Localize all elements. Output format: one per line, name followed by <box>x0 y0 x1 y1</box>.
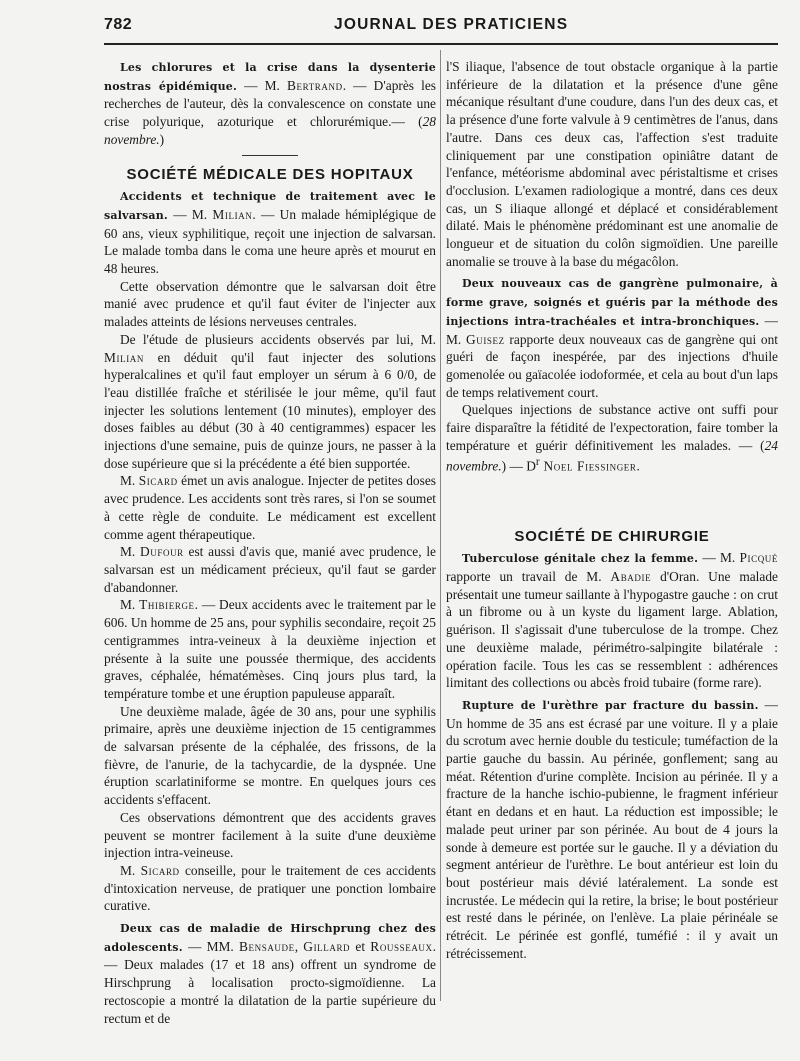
author-name: Sicard <box>140 862 180 878</box>
text-span: . <box>636 458 640 474</box>
text-span: Quelques injections de substance active ont suffi pour faire disparaître la fétidité de l'expectoration, faire tomber la température et guérir définitivement les malades. — ( <box>446 402 778 453</box>
text-span: est aussi d'avis que, manié avec prudence, le salvarsan est un médicament précieux, qu'il faut se garder d'abandonner. <box>104 544 436 595</box>
header-rule <box>104 43 778 45</box>
left-column <box>104 58 436 1051</box>
paragraph <box>104 331 436 473</box>
author-name: Noel Fiessinger <box>539 458 637 474</box>
text-span: conseille, pour le traitement de ces accidents d'intoxication nerveuse, de pratiquer une ponction lombaire curative. <box>104 862 436 914</box>
section-title-chirurgie: SOCIÉTÉ DE CHIRURGIE <box>514 527 710 545</box>
page-number: 782 <box>104 16 133 33</box>
author-name: Dufour <box>140 544 184 560</box>
text-span: . — Deux malades (17 et 18 ans) offrent un syndrome de Hirschprung à localisation procto-sigmoïdienne. La rectoscopie a montré la dilatation de la partie supérieure du rectum et de <box>104 938 436 1026</box>
author-name: Picqué <box>739 550 778 566</box>
text-span: — MM. <box>182 938 239 954</box>
article-heading: Les chlorures et la crise dans la dysenterie nostras épidémique. <box>104 61 436 93</box>
text-span: M. <box>120 597 140 613</box>
author-name: Milian <box>212 206 253 222</box>
text-span: . — Deux accidents avec le traitement par le 606. Un homme de 25 ans, pour syphilis secondaire, reçoit 25 centigrammes intra-veineux à la deuxième injection et présente à la suite une poussée thermique, des accidents graves, céphalée, hématémèses. Cinq jours plus tard, la température tombe et une éruption papuleuse apparaît. <box>104 597 436 701</box>
author-name: Sicard <box>138 473 178 489</box>
article-heading: Rupture de l'urèthre par fracture du bassin. <box>462 698 759 712</box>
section-title-hopitaux: SOCIÉTÉ MÉDICALE DES HOPITAUX <box>126 165 414 183</box>
right-column <box>446 58 778 1051</box>
article-heading: Tuberculose génitale chez la femme. <box>462 552 699 566</box>
text-span: — Un homme de 35 ans est écrasé par une voiture. Il y a plaie du scrotum avec hernie double du testicule; tuméfaction de la partie gauche du bassin. Au périnée, gonflement; sang au méat. Rétention d'urine complète. Incision au périnée. Il y a fracture de la hanche ischio-pubienne, le fragment inférieur étant en dedans et en haut. La réduction est impossible; le malade peut uriner par son périnée. Au bout de 4 jours la sonde à demeure est portée sur le gauche. Il y a déviation du segment antérieur de l'urèthre. Le bout antérieur est loin du bout postérieur mais dévié latéralement. La sonde est incrustée. Le médecin qui la retire, la brise; le bout postérieur est resté dans le périnée, on l'enlève. La plaie périnéale se rétrécit. Le périnée est gonflé, tuméfié : il y avait un rétrécissement. <box>446 696 778 961</box>
paragraph: Une deuxième malade, âgée de 30 ans, pour une syphilis primaire, après une deuxième injection de 15 centigrammes de salvarsan présente de la céphalée, des frissons, de la fièvre, de l'anurie, de la tachycardie, de la dyspnée. Une éruption scarlatiniforme se montre. En quelques jours ces accidents s'effacent. <box>104 703 436 808</box>
paragraph: Ces observations démontrent que des accidents graves peuvent se montrer facilement à la suite d'une deuxième injection intra-veineuse. <box>104 809 436 861</box>
text-span: — M. <box>167 206 213 222</box>
article-heading: Deux nouveaux cas de gangrène pulmonaire, à forme grave, soignés et guéris par la méthode des injections intra-trachéales et intra-bronchiques. <box>446 277 778 328</box>
paragraph <box>104 543 436 596</box>
date-ref: 28 novembre. <box>104 114 436 147</box>
author-name: Abadie <box>610 569 652 585</box>
page-header <box>104 16 778 40</box>
text-span: d'Oran. Une malade présentait une tumeur saillante à l'hypogastre gauche : on crut à un fibrome ou à un kyste du ligament large. Ablation, guérison. Il s'agissait d'une tuberculose de la trompe. Chez une deuxième malade, périmétro-salpingite bilatérale : opération facile. Tous les cas se ressemblent : adhérences limitant des collections ou abcès froid tubaire (forme rare). <box>446 569 778 691</box>
text-span: ) <box>159 131 165 147</box>
author-name: Thibierge <box>139 597 195 613</box>
paragraph <box>446 401 778 475</box>
article-tuberculose <box>446 549 778 692</box>
text-span: . — D'après les recherches de l'auteur, dès la convalescence on constate une crise polyurique, azoturique et chlorurémique.— ( <box>104 77 436 130</box>
text-span: M. <box>120 862 141 878</box>
text-span: rapporte un travail de M. <box>446 569 611 585</box>
article-chlorures <box>104 58 436 149</box>
section-separator <box>242 155 298 156</box>
text-span: et <box>350 938 371 954</box>
paragraph: Cette observation démontre que le salvarsan doit être manié avec prudence et qu'il faut éviter de l'injecter aux malades atteints de lésions nerveuses centrales. <box>104 278 436 330</box>
paragraph <box>104 472 436 543</box>
column-divider <box>440 50 441 1001</box>
superscript: r <box>535 456 540 469</box>
text-span: ) — D <box>501 458 536 474</box>
author-name: Gillard <box>303 938 351 954</box>
article-gangrene <box>446 274 778 401</box>
text-span: rapporte deux nouveaux cas de gangrène qui ont guéri de façon inespérée, par des injections d'huile gomenolée ou gaïacolée iodoformée, et cela au bout d'un laps de temps relativement court. <box>446 331 778 400</box>
author-name: Rousseaux <box>370 938 433 954</box>
author-name: Bertrand <box>287 77 343 93</box>
author-name: Bensaude <box>238 938 295 954</box>
paragraph: l'S iliaque, l'absence de tout obstacle organique à la partie inférieure de la dilatation et la présence d'une gêne mécanique résultant d'une coudure, dans l'un des deux cas, et la présence d'une forte valvule à 9 centimètres de l'anus, dans l'autre. Dans ces deux cas, l'affection s'est traduite cliniquement par une constipation opiniâtre datant de l'enfance, météorisme abdominal avec péristaltisme et crises d'occlusion. L'examen radiologique a montré, dans ces deux cas, un S iliaque allongé et déplacé et considérablement dilaté. Mais le phénomène prédominant est une anomalie de longueur et de situation du colôn sigmoïdien. Une pareille anomalie se trouve à la base du mégacôlon. <box>446 59 778 269</box>
text-span: M. <box>120 544 140 560</box>
text-span: M. <box>120 473 139 489</box>
article-rupture-urethre <box>446 696 778 963</box>
text-span: . — Un malade hémiplégique de 60 ans, vieux syphilitique, reçoit une injection de salvarsan. Le malade tomba dans le coma une heure après et mourut en 48 heures. <box>104 206 436 277</box>
text-span: — M. <box>237 77 287 93</box>
text-span: émet un avis analogue. Injecter de petites doses avec prudence. Les accidents sont très rares, si l'on se soumet à cette règle de conduite. Le médicament est excellent comme agent thérapeutique. <box>104 473 436 542</box>
paragraph <box>104 596 436 702</box>
article-hirschprung <box>104 919 436 1027</box>
text-span: — M. <box>446 312 778 347</box>
text-span: en déduit qu'il faut injecter des solutions hyperalcalines et qu'il faut employer un sérum à 6 0/0, de l'eau distillée fraîche et stérilisée le jour même, qu'il faut injecter les solutions lentement (10 minutes), employer des doses faibles au début (30 à 40 centigrammes) espacer les injections d'une semaine, puis de quinze jours, ne passer à la dose supérieure que si la précédente a été bien supportée. <box>104 349 436 471</box>
article-salvarsan <box>104 187 436 278</box>
article-heading: Accidents et technique de traitement avec le salvarsan. <box>104 190 436 222</box>
author-name: Milian <box>104 349 144 365</box>
journal-title: JOURNAL DES PRATICIENS <box>334 16 569 33</box>
author-name: Guisez <box>465 331 505 347</box>
text-span: — M. <box>698 550 740 566</box>
article-heading: Deux cas de maladie de Hirschprung chez des adolescents. <box>104 922 436 954</box>
paragraph <box>104 862 436 915</box>
date-ref: 24 novembre. <box>446 437 778 474</box>
text-span: De l'étude de plusieurs accidents observés par lui, M. <box>120 331 436 347</box>
text-span: , <box>294 938 304 954</box>
